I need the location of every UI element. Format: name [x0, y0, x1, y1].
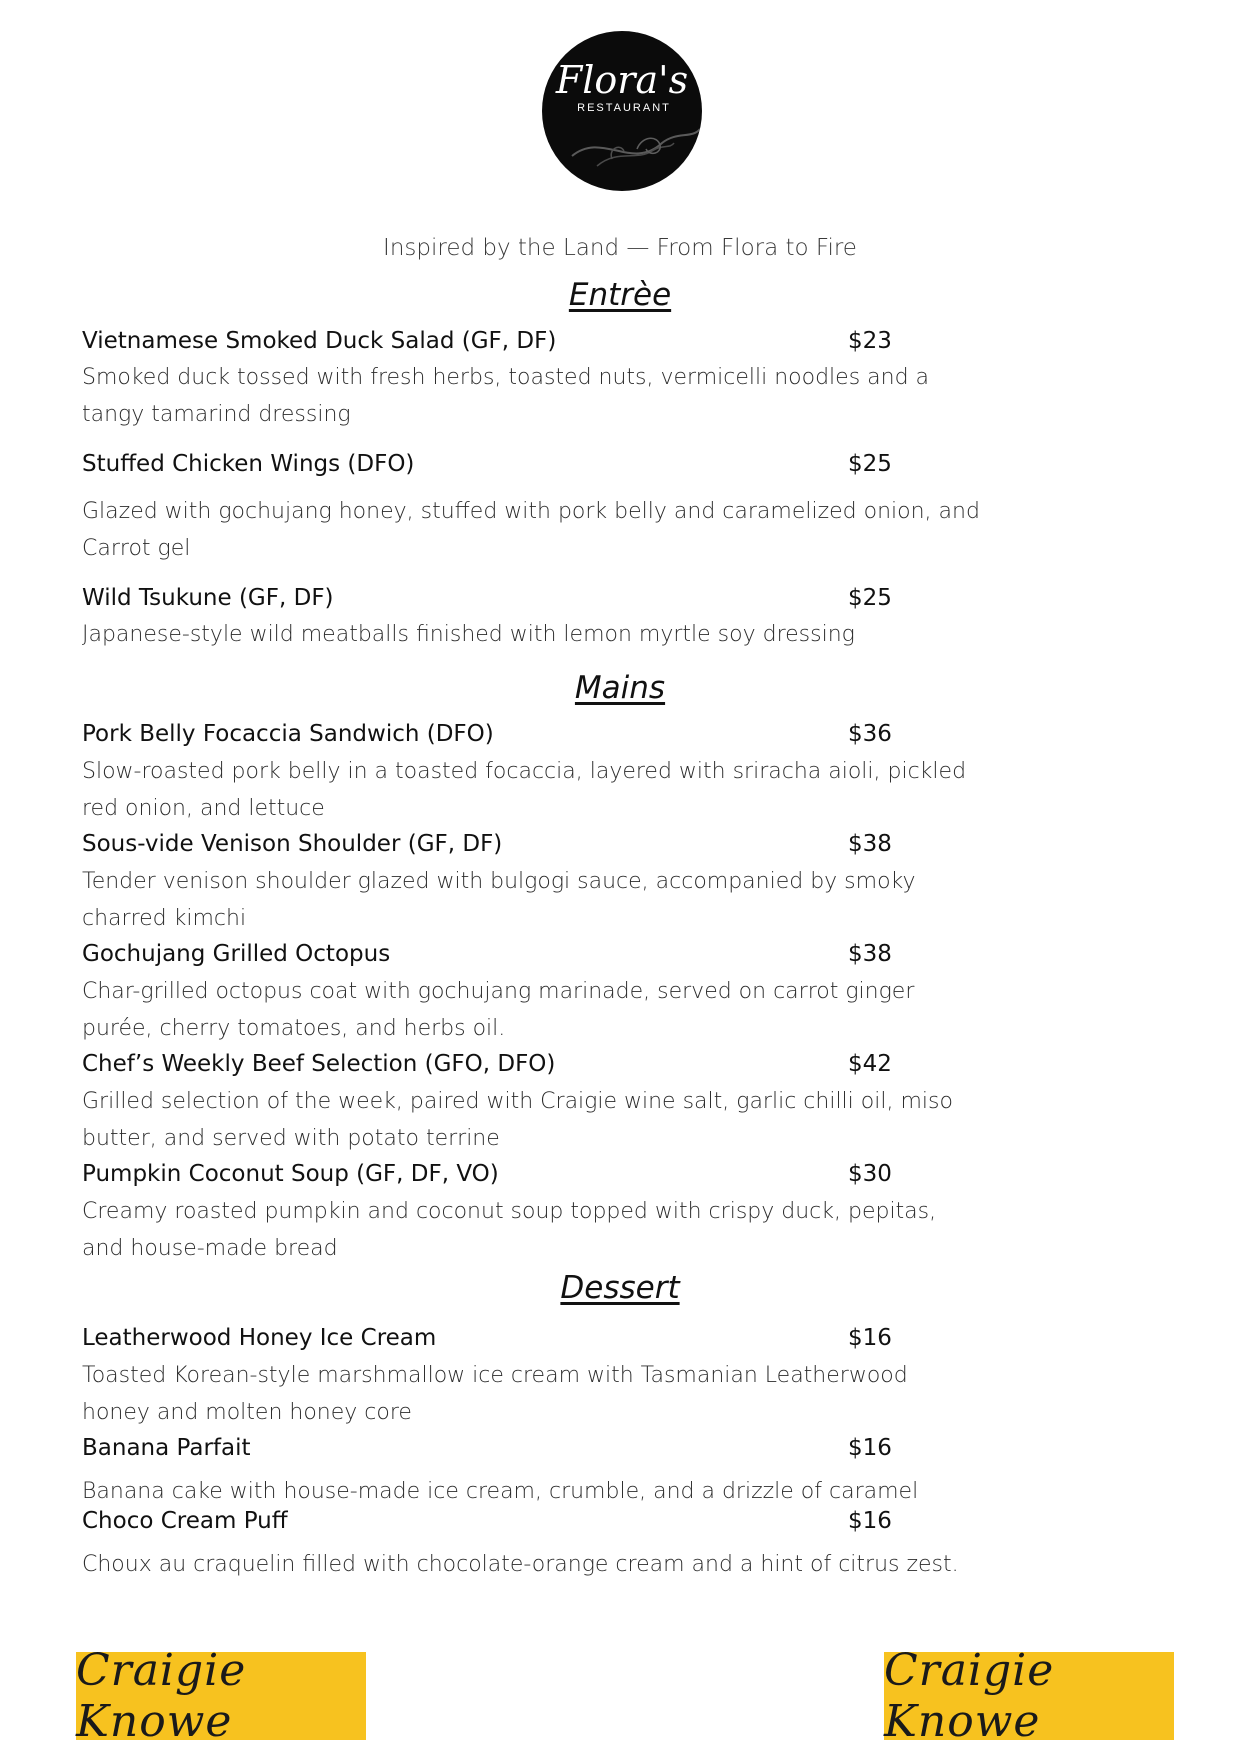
- menu-item-description: Creamy roasted pumpkin and coconut soup topped with crispy duck, pepitas, and house-made bread: [82, 1199, 937, 1261]
- section-title-entree: Entrèe: [568, 277, 672, 313]
- menu-item-price: $38: [848, 831, 892, 857]
- menu-item-price: $16: [848, 1508, 892, 1534]
- menu-item-description: Glazed with gochujang honey, stuffed with pork belly and caramelized onion, and Carrot gel: [82, 499, 980, 561]
- craigie-knowe-logo-left: [76, 1645, 366, 1747]
- menu-item-price: $36: [848, 721, 892, 747]
- menu-item-price: $38: [848, 941, 892, 967]
- menu-item-name: Pork Belly Focaccia Sandwich (DFO): [82, 721, 494, 747]
- menu-item-name: Wild Tsukune (GF, DF): [82, 585, 334, 611]
- floras-restaurant-logo: [542, 31, 702, 191]
- menu-item-description: Char-grilled octopus coat with gochujang marinade, served on carrot ginger purée, cherry tomatoes, and herbs oil.: [82, 979, 915, 1041]
- menu-item-name: Stuffed Chicken Wings (DFO): [82, 451, 415, 477]
- menu-item-description: Tender venison shoulder glazed with bulgogi sauce, accompanied by smoky charred kimchi: [82, 869, 916, 931]
- menu-item-name: Leatherwood Honey Ice Cream: [82, 1325, 437, 1351]
- menu-item-description: Banana cake with house-made ice cream, crumble, and a drizzle of caramel: [82, 1479, 919, 1504]
- menu-item-description: Toasted Korean-style marshmallow ice cream with Tasmanian Leatherwood honey and molten honey core: [82, 1363, 908, 1425]
- logo-sub-text: RESTAURANT: [577, 102, 671, 114]
- menu-item-description: Smoked duck tossed with fresh herbs, toasted nuts, vermicelli noodles and a tangy tamarind dressing: [82, 365, 930, 427]
- menu-item-price: $30: [848, 1161, 892, 1187]
- menu-item-name: Sous-vide Venison Shoulder (GF, DF): [82, 831, 503, 857]
- craigie-knowe-logo-right: [884, 1645, 1174, 1747]
- menu-item-description: Choux au craquelin filled with chocolate-orange cream and a hint of citrus zest.: [82, 1552, 959, 1577]
- menu-item-name: Vietnamese Smoked Duck Salad (GF, DF): [82, 328, 557, 354]
- menu-item-name: Pumpkin Coconut Soup (GF, DF, VO): [82, 1161, 499, 1187]
- menu-item-name: Gochujang Grilled Octopus: [82, 941, 391, 967]
- menu-item-price: $25: [848, 585, 892, 611]
- menu-item-price: $42: [848, 1051, 892, 1077]
- menu-item-description: Japanese-style wild meatballs finished with lemon myrtle soy dressing: [82, 622, 855, 647]
- section-title-mains: Mains: [574, 670, 666, 706]
- section-title-dessert: Dessert: [560, 1270, 680, 1306]
- menu-item-price: $16: [848, 1435, 892, 1461]
- logo-script-text: Flora's: [555, 58, 689, 102]
- menu-item-price: $16: [848, 1325, 892, 1351]
- menu-item-name: Choco Cream Puff: [82, 1508, 288, 1534]
- tagline: Inspired by the Land — From Flora to Fire: [383, 235, 857, 261]
- menu-item-name: Banana Parfait: [82, 1435, 251, 1461]
- menu-item-name: Chef’s Weekly Beef Selection (GFO, DFO): [82, 1051, 556, 1077]
- craigie-knowe-logo-text: Craigie Knowe: [884, 1645, 1055, 1747]
- menu-item-description: Slow-roasted pork belly in a toasted focaccia, layered with sriracha aioli, pickled red onion, and lettuce: [82, 759, 967, 821]
- menu-item-price: $23: [848, 328, 892, 354]
- menu-item-description: Grilled selection of the week, paired with Craigie wine salt, garlic chilli oil, miso butter, and served with potato terrine: [82, 1089, 953, 1151]
- craigie-knowe-logo-text: Craigie Knowe: [76, 1645, 247, 1747]
- floras-logo-graphic: [542, 31, 702, 191]
- menu-item-price: $25: [848, 451, 892, 477]
